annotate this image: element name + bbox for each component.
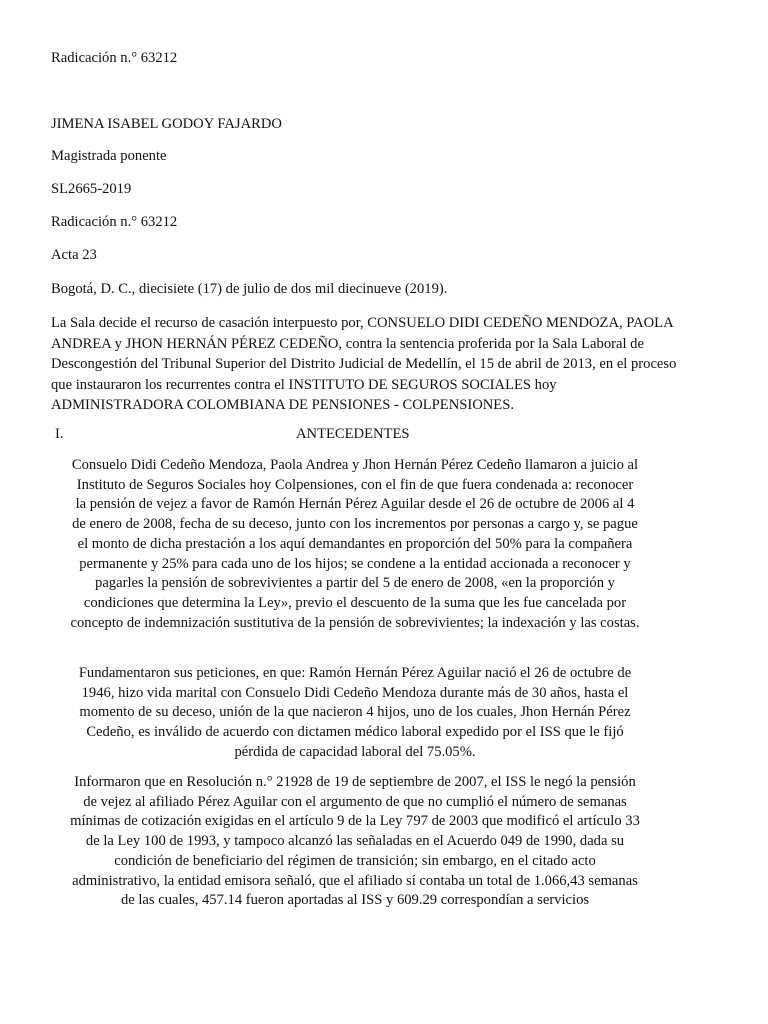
paragraph-antecedentes-2: Fundamentaron sus peticiones, en que: Ramón Hernán Pérez Aguilar nació el 26 de octubre de 1946, hizo vida marital con Consuelo Didi Cedeño Mendoza durante más de 30 años, hasta el momento de su deceso, unión de la que nacieron 4 hijos, uno de los cuales, Jhon Hernán Pérez Cedeño, es inválido de acuerdo con dictamen médico laboral expedido por el ISS que le fijó pérdida de capacidad laboral del 75.05%.	[78, 665, 632, 760]
intro-paragraph: La Sala decide el recurso de casación interpuesto por, CONSUELO DIDI CEDEÑO MENDOZA, PAOLA ANDREA y JHON HERNÁN PÉREZ CEDEÑO, contra la sentencia proferida por la Sala Laboral de Descongestión del Tribunal Superior del Distrito Judicial de Medellín, el 15 de abril de 2013, en el proceso que instauraron los recurrentes contra el INSTITUTO DE SEGUROS SOCIALES hoy ADMINISTRADORA COLOMBIANA DE PENSIONES - COLPENSIONES.	[51, 315, 677, 413]
place-date: Bogotá, D. C., diecisiete (17) de julio de dos mil diecinueve (2019).	[51, 281, 448, 297]
magistrate-name: JIMENA ISABEL GODOY FAJARDO	[51, 116, 282, 132]
radicacion-number: Radicación n.° 63212	[51, 214, 178, 230]
paragraph-antecedentes-3: Informaron que en Resolución n.° 21928 de 19 de septiembre de 2007, el ISS le negó la pensión de vejez al afiliado Pérez Aguilar con el argumento de que no cumplió el número de semanas mínimas de cotización exigidas en el artículo 9 de la Ley 797 de 2003 que modificó el artículo 33 de la Ley 100 de 1993, y tampoco alcanzó las señaladas en el Acuerdo 049 de 1990, dada su condición de beneficiario del régimen de transición; sin embargo, en el citado acto administrativo, la entidad emisora señaló, que el afiliado sí contaba un total de 1.066,43 semanas de las cuales, 457.14 fueron aportadas al ISS y 609.29 correspondían a servicios	[70, 774, 640, 909]
acta-number: Acta 23	[51, 247, 97, 263]
section-number: I.	[55, 426, 64, 442]
sentence-id: SL2665-2019	[51, 181, 132, 197]
magistrate-role: Magistrada ponente	[51, 148, 167, 164]
header-radicacion: Radicación n.° 63212	[51, 50, 178, 66]
section-title: ANTECEDENTES	[296, 426, 410, 442]
paragraph-antecedentes-1: Consuelo Didi Cedeño Mendoza, Paola Andrea y Jhon Hernán Pérez Cedeño llamaron a juicio al Instituto de Seguros Sociales hoy Colpensiones, con el fin de que fuera condenada a: reconocer la pensión de vejez a favor de Ramón Hernán Pérez Aguilar desde el 26 de octubre de 2006 al 4 de enero de 2008, fecha de su deceso, junto con los incrementos por personas a cargo y, se pague el monto de dicha prestación a los aquí demandantes en proporción del 50% para la compañera permanente y 25% para cada uno de los hijos; se condene a la entidad accionada a reconocer y pagarles la pensión de sobrevivientes a partir del 5 de enero de 2008, «en la proporción y condiciones que determina la Ley», previo el descuento de la suma que les fue cancelada por concepto de indemnización sustitutiva de la pensión de sobrevivientes; la indexación y las costas.	[70, 457, 640, 631]
